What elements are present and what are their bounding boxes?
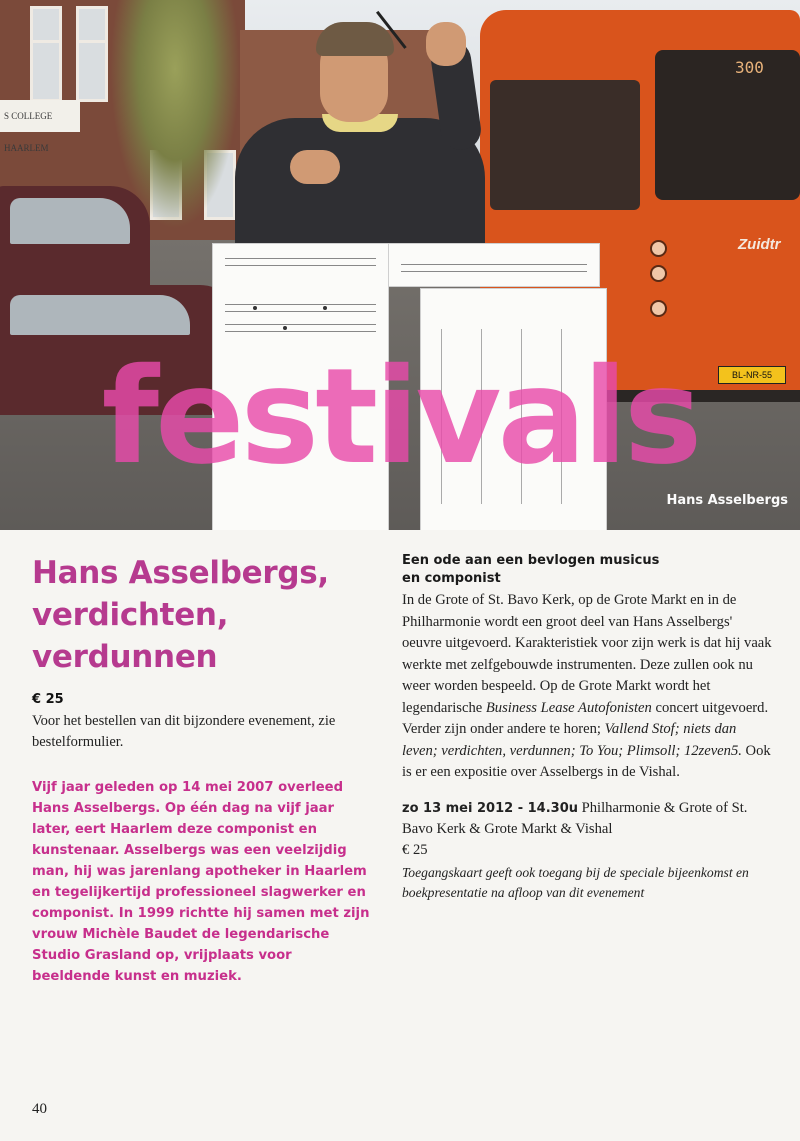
score-staff	[401, 264, 587, 272]
bus-light	[650, 265, 667, 282]
title-line: verdunnen	[32, 639, 218, 675]
bus-windshield	[655, 50, 800, 200]
body-text: In de Grote of St. Bavo Kerk, op de Grote Markt en in de Philharmonie wordt een groot deel van Hans Asselbergs' oeuvre uitgevoerd. Karakteristiek voor zijn werk is dat hij vaak werkte met zelfgebouwde instrumenten. Deze zullen ook nu weer worden bespeeld. Op de Grote Markt wordt het legendarische	[402, 592, 772, 716]
conductor-hair	[316, 22, 394, 56]
event-price: € 25	[402, 841, 428, 858]
music-score-top	[388, 243, 600, 287]
body-text: Ook is er een expositie over Asselbergs in de Vishal.	[402, 742, 771, 780]
article-left-column	[32, 552, 370, 987]
body-paragraph	[402, 590, 774, 784]
building-window	[76, 40, 108, 102]
ticket-note: Toegangskaart geeft ook toegang bij de speciale bijeenkomst en boekpresentatie na afloop van dit evenement	[402, 864, 749, 900]
subheading	[402, 552, 774, 588]
score-note	[253, 306, 257, 310]
article-right-column	[402, 552, 774, 903]
order-instructions: Voor het bestellen van dit bijzondere evenement, zie bestelformulier.	[32, 713, 336, 750]
event-date: zo 13 mei 2012 - 14.30u	[402, 800, 578, 816]
conductor-hand-left	[290, 150, 340, 184]
building-window	[30, 40, 62, 102]
bus-side-window	[490, 80, 640, 210]
article-title	[32, 552, 370, 678]
score-staff	[225, 258, 376, 266]
bus-logo: Zuidtr	[738, 236, 781, 253]
body-text-italic: Business Lease Autofonisten	[485, 699, 652, 716]
score-note	[283, 326, 287, 330]
car-window	[10, 198, 130, 244]
page-number: 40	[32, 1101, 47, 1117]
hero-photo	[0, 0, 800, 530]
body-text: concert uitgevoerd. Verder zijn onder andere te horen;	[402, 699, 769, 737]
body-text-italic: Vallend Stof; niets dan leven; verdichten, verdunnen; To You; Plimsoll; 12zeven5.	[402, 721, 742, 759]
subheading-line: en componist	[402, 571, 501, 586]
title-line: Hans Asselbergs,	[32, 555, 329, 591]
event-info	[402, 798, 774, 840]
bus-light	[650, 300, 667, 317]
car-window	[10, 295, 190, 335]
conductor-hand	[426, 22, 466, 66]
license-plate: BL-NR-55	[718, 366, 786, 384]
score-staff	[225, 304, 376, 312]
price: € 25	[32, 692, 64, 707]
subheading-line: Een ode aan een bevlogen musicus	[402, 553, 660, 568]
festivals-headline: festivals	[101, 340, 699, 494]
score-staff	[225, 324, 376, 332]
bus-light	[650, 240, 667, 257]
title-line: verdichten,	[32, 597, 229, 633]
bus-route-number: 300	[735, 58, 764, 77]
score-note	[323, 306, 327, 310]
college-sign: S COLLEGE HAARLEM	[0, 100, 80, 132]
event-venue: Philharmonie & Grote of St. Bavo Kerk & Grote Markt & Vishal	[402, 799, 748, 837]
photo-credit: Hans Asselbergs	[666, 493, 788, 508]
intro-paragraph: Vijf jaar geleden op 14 mei 2007 overleed Hans Asselbergs. Op één dag na vijf jaar later, eert Haarlem deze componist en kunstenaar. Asselbergs was een veelzijdig man, hij was jarenlang apotheker in Haarlem en tegelijkertijd professioneel slagwerker en componist. In 1999 richtte hij samen met zijn vrouw Michèle Baudet de legendarische Studio Grasland op, vrijplaats voor beeldende kunst en muziek.	[32, 780, 370, 984]
